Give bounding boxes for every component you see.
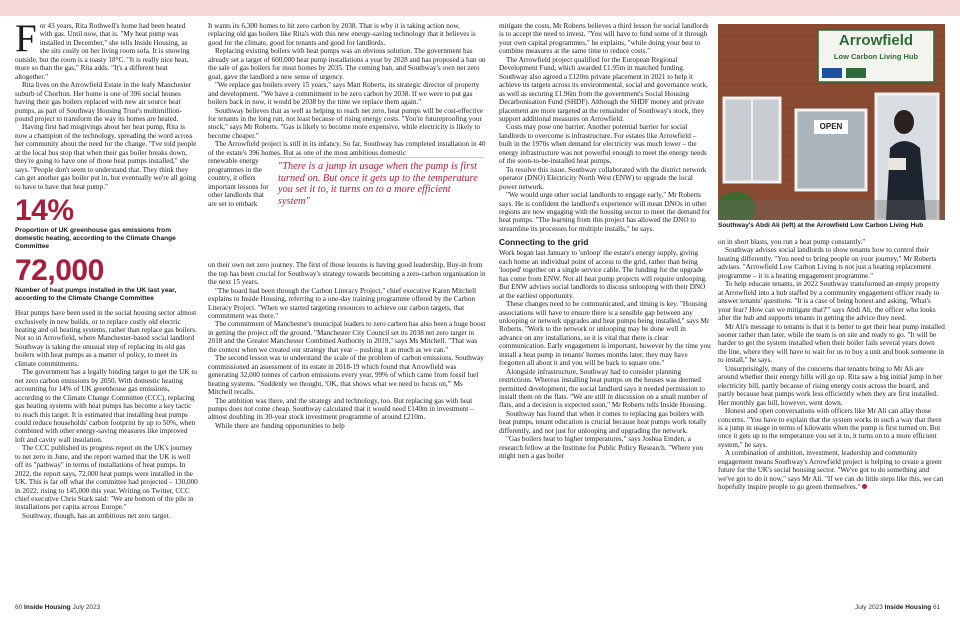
article-column-3 xyxy=(499,22,711,461)
body-paragraph: mitigate the costs, Mr Roberts believes a third lesson for social landlords is to accept the need to invest. "You will have to fund some of it through your own capital programmes," he explains, "while doing your best to combine measures at the same time to reduce costs." xyxy=(499,22,709,56)
body-paragraph: To help educate tenants, in 2022 Southway transformed an empty property at Arrowfield into a hub staffed by a community engagement officer ready to answer tenants' questions. "It is a case of being honest and asking, 'What's your fear? How can we mitigate that?'" says Abdi Ali, the officer who looks after the hub and supports tenants in getting the advice they need. xyxy=(718,280,940,323)
body-paragraph xyxy=(718,449,945,491)
body-paragraph: The Arrowfield project qualified for the European Regional Development Fund, which awarded £1.95m in matched funding. Southway also agreed a £120m private placement in 2021 to help it achieve its targets across its environmental, social and governance work, as well as securing £1.96m from the government's Social Housing Decarbonisation Fund (SHDF). Although the SHDF money and private placement are more targeted at the remainder of Southway's stock, they support additional measures on Arrowfield. xyxy=(499,55,708,123)
section-subheading: Connecting to the grid xyxy=(499,237,589,248)
stat-figure-72000: 72,000 xyxy=(15,254,104,288)
stat-caption: Proportion of UK greenhouse gas emissions from domestic heating, according to the Climate Change Committee xyxy=(15,227,176,251)
pull-quote-block xyxy=(208,157,486,261)
body-paragraph: "The board had been through the Carbon Literacy Project," chief executive Karen Mitchell explains to Inside Housing, referring to a one-day training programme offered by the Carbon Literacy Project. "When we started targeting resources to achieve our carbon targets, that commitment was there." xyxy=(208,286,477,320)
stat-figure-14-percent: 14% xyxy=(15,194,74,228)
article-column-4 xyxy=(718,238,945,492)
sign-subtitle: Low Carbon Living Hub xyxy=(833,52,919,61)
body-paragraph: Heat pumps have been used in the social housing sector almost exclusively in new builds, or to replace costly old electric heating and oil heating systems, rather than replace gas boilers. Not so in Arrowfield, where Manchester-based social landlord Southway is taking the unusual step of replacing its old gas boilers with heat pumps as a matter of policy, to meet its climate commitments. xyxy=(15,309,197,368)
body-paragraph: While there are funding opportunities to help xyxy=(215,421,345,430)
issue-date: July 2023 xyxy=(855,604,883,611)
body-paragraph: Work began last January to 'unloop' the estate's energy supply, giving each home an individual point of access to the grid, rather than being 'looped' together on a single service cable. The funding for the upgrade has come from ENW. Not all heat pump projects will require unlooping. But ENW advises social landlords to discuss unlooping with their DNO at the earliest opportunity. xyxy=(499,249,707,300)
body-paragraph: The CCC published its progress report on the UK's journey to net zero in June, and the report warned that the UK is well off its "pathway" in terms of installations of heat pumps. In 2022, the report says, 72,000 heat pumps were installed in the UK. This is far off what the committee had projected – 130,000 in 2022, rising to 145,000 this year. Writing on Twitter, CCC chief executive Chris Stark said: "We are bottom of the pile in installations per capita across Europe." xyxy=(15,444,198,512)
photo-caption: Southway's Abdi Ali (left) at the Arrowfield Low Carbon Living Hub xyxy=(718,222,924,229)
body-paragraph: Rita lives on the Arrowfield Estate in the leafy Manchester suburb of Chorlton. Her home is one of 396 social houses having their gas boilers replaced with new air source heat pumps, as part of Southway Housing Trust's multimillion-pound project to transform the way its homes are heated. xyxy=(15,81,192,123)
closing-paragraph-text: A combination of ambition, investment, leadership and community engagement means Southway's Arrowfield project is helping to create a green future for the UK's social housing sector. "We've got to do something and we've got to do it now," says Mr Ali. "If we can do little steps like this, we can hopefully inspire people to go green themselves." xyxy=(718,449,944,492)
body-paragraph: Having first had misgivings about her heat pump, Rita is now a champion of the technology, spreading the word across her community about the need for the change. "I've told people at the local bus stop that when their gas boiler breaks down, they're going to have one of those heat pumps installed," she says. "People don't seem to understand that. They think they can get another gas boiler put in, but eventually we're all going to have to have that heat pump." xyxy=(15,123,197,191)
body-paragraph: "We would urge other social landlords to engage early," Mr Roberts says. He is confident the landlord's experience will mean DNOs in other regions are now engaging with the housing sector to meet the demand for heat pumps. "The learning from this project has allowed the DNO to streamline its processes for multiple installs," he says. xyxy=(499,191,711,233)
body-paragraph: on their own net zero journey. The first of those lessons is having good leadership. Buy-in from the top has been crucial for Southway's strategy towards becoming a zero-carbon organisation in the next 15 years. xyxy=(208,261,486,287)
footer-right xyxy=(855,604,940,611)
body-paragraph: Costs may pose one barrier. Another potential barrier for social landlords to overcome is infrastructure. For estates like Arrowfield – built in the 1970s when demand for electricity was much lower – the energy infrastructure was not powerful enough to meet the energy needs of the soon-to-be-installed heat pumps. xyxy=(499,123,707,166)
body-paragraph: Mr Ali's message to tenants is that it is better to get their heat pump installed sooner rather than later, while the team is on site and ready to go. "It will be harder to get the system installed when their boiler fails several years down the line, where they will have to wait for us to buy a unit and book someone in to install," he says. xyxy=(718,322,945,365)
pull-quote: "There is a jump in usage when the pump is first turned on. But once it gets up to the temperature you set it to, it turns on to a more efficient system" xyxy=(278,157,484,207)
body-paragraph: The ambition was there, and the strategy and technology, too. But replacing gas with heat pumps does not come cheap. Southway calculated that it would need £140m in investment – almost doubling its 30-year stock investment programme of around £210m. xyxy=(208,396,474,422)
wrapped-text: renewable energy programmes in the country, it offers important lessons for other landlords that are set to embark xyxy=(208,157,269,208)
body-paragraph: These changes need to be communicated, and timing is key. "Housing associations will have to ensure there is a sensible gap between any unlooping or network upgrades and heat pumps being installed," says Mr Roberts. "Work to the network or unlooping may be done well in advance on any installations, so it is vital that there is clear communication. Early engagement is important, however by the time you install a heat pump in tenants' homes months later, they may have forgotten all about it and you will be back to square one." xyxy=(499,300,711,368)
magazine-name: Inside Housing xyxy=(884,604,932,611)
end-mark-icon xyxy=(862,484,867,489)
magazine-name: Inside Housing xyxy=(24,604,71,611)
body-paragraph: The government has a legally binding target to get the UK to net zero carbon emissions by 2050. With domestic heating accounting for 14% of UK greenhouse gas emissions, according to the Climate Change Committee (CCC), replacing gas heating systems with heat pumps has become a key tactic to reach this target. It is estimated that installing heat pumps could reduce households' carbon footprint by up to 50%, when combined with other energy-saving measures like improved loft and cavity wall insulation. xyxy=(15,368,197,444)
body-paragraph: The Arrowfield project is still in its infancy. So far, Southway has completed installation in 40 of the estate's 396 homes. But as one of the most ambitious domestic xyxy=(208,140,486,157)
body-paragraph: "Gas boilers heat to higher temperatures," says Joshua Emden, a research fellow at the Institute for Public Policy Research. "Where you might turn a gas boiler xyxy=(499,435,703,461)
body-paragraph: Unsurprisingly, many of the concerns that tenants bring to Mr Ali are around whether their energy bills will go up. Rita saw a big initial jump in her electricity bill, partly because of rising energy costs across the board, and partly because heat pumps work less efficiently when they are first installed. Her monthly gas bill, however, went down. xyxy=(718,364,943,407)
body-paragraph: on in short blasts, you run a heat pump constantly." xyxy=(718,238,866,246)
body-paragraph: Southway has found that when it comes to replacing gas boilers with heat pumps, tenant education is crucial because heat pumps work totally differently, and not just for unlooping and upgrading the network. xyxy=(499,409,707,435)
stat-caption: Number of heat pumps installed in the UK last year, according to the Climate Change Committee xyxy=(15,287,177,303)
body-paragraph: It wants its 6,300 homes to hit zero carbon by 2038. That is why it is taking action now, replacing old gas boilers like Rita's with this new energy-saving technology that it believes is good for the climate, good for tenants and good for landlords. xyxy=(208,22,476,47)
page-number: 61 xyxy=(933,604,941,611)
footer-left xyxy=(15,604,100,611)
body-paragraph: Alongside infrastructure, Southway had to consider planning restrictions. Whereas installing heat pumps on the houses was deemed permitted development, the social landlord says it needed permission to install them on the flats. "We are still in discussion on a small number of flats, and a decision is expected soon," Mr Roberts tells Inside Housing. xyxy=(499,367,708,410)
open-sign: OPEN xyxy=(819,122,843,131)
article-photo xyxy=(718,24,945,220)
article-column-1 xyxy=(15,17,198,520)
sign-title: Arrowfield xyxy=(838,32,914,49)
body-paragraph: Southway believes that as well as helping to reach net zero, heat pumps will be cost-effective for tenants in the long run, not least because of rising energy costs. "You're futureproofing your stock," says Mr Roberts. "Gas is likely to become more expensive, while electricity is likely to become cheaper." xyxy=(208,106,484,140)
drop-cap: F xyxy=(15,17,37,60)
body-paragraph: Southway advises social landlords to show tenants how to control their heating differently. "You need to bring people on your journey," Mr Roberts advises. "Arrowfield Low Carbon Living is not just a heating replacement programme – it is a heating engagement programme." xyxy=(718,246,937,280)
intro-paragraph xyxy=(15,17,198,81)
body-paragraph: To resolve this issue, Southway collaborated with the district network operator (DNO) Electricity North West (ENW) to upgrade the local power network. xyxy=(499,165,707,191)
issue-date: July 2023 xyxy=(72,604,101,611)
header-band xyxy=(0,0,960,16)
intro-text: or 43 years, Rita Rothwell's home had been heated with gas. Until now, that is. "My heat pump was installed in December," she tells Inside Housing, as she sits cosily on her living room sofa. It is snowing outside, but the room is a toasty 18°C. "It is really nice heat, more so than the gas," Rita adds. "It's a different heat altogether." xyxy=(15,22,190,81)
body-paragraph: The commitment of Manchester's municipal leaders to zero carbon has also been a huge boost in getting the project off the ground. "Manchester City Council set its 2038 net zero target in 2018 and the Greater Manchester Combined Authority in 2019," says Ms Mitchell. "That was the context when we created our strategy that year – pushing it as much as we can." xyxy=(208,320,486,354)
body-paragraph: Replacing existing boilers with heat pumps was an obvious solution. The government has already set a target of 600,000 heat pump installations a year by 2028 and has proposed a ban on the sale of gas boilers for most homes by 2035. The coming ban, and Southway's own net zero goal, gave the landlord a new sense of urgency. xyxy=(208,47,486,81)
body-paragraph: "We replace gas boilers every 15 years," says Matt Roberts, its strategic director of property and development. "We have a commitment to be zero carbon by 2038. If we were to put gas boilers back in now, it would be 2038 by the time we replace them again." xyxy=(208,81,480,107)
body-paragraph: Southway, though, has an ambitious net zero target. xyxy=(22,511,171,520)
article-column-2 xyxy=(208,22,486,430)
body-paragraph: Honest and open conversations with officers like Mr Ali can allay those concerns. "You have to explain that the system works in such a way that there is a jump in usage in terms of kilowatts when the pump is first turned on. But once it gets up to the temperature you set it to, it turns on to a more efficient system," he says. xyxy=(718,407,942,449)
page-number: 60 xyxy=(15,604,23,611)
body-paragraph: The second lesson was to understand the scale of the problem of carbon emissions. Southway commissioned an assessment of its estate in 2018-19 which found that Arrowfield was generating 32,000 tonnes of carbon emissions every year, 99% of which came from fossil fuel heating systems. "Suddenly we thought, 'OK, that shows what we need to focus on,'" Ms Mitchell recalls. xyxy=(208,354,484,397)
